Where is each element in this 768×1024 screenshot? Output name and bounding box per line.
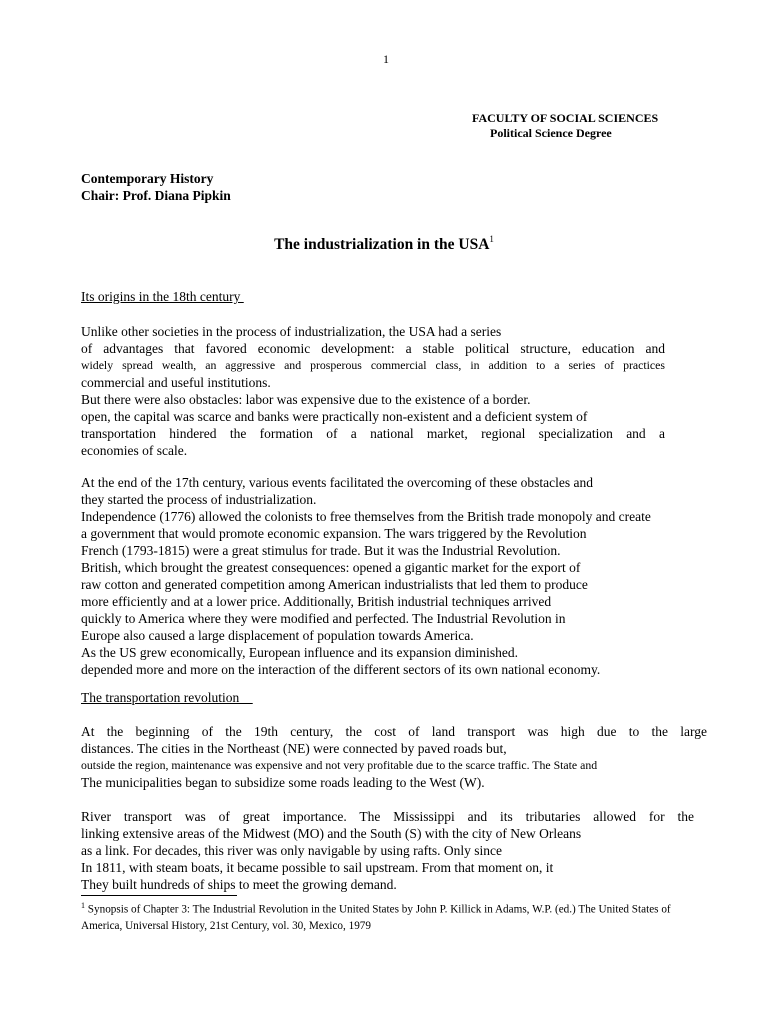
- faculty-name: FACULTY OF SOCIAL SCIENCES: [472, 111, 659, 125]
- text-line: economies of scale.: [81, 443, 188, 458]
- text-line: more efficiently and at a lower price. Additionally, British industrial techniques arrived: [81, 594, 552, 609]
- section-heading-transportation: The transportation revolution: [81, 690, 253, 705]
- footnote-divider: [81, 895, 237, 896]
- text-line: depended more and more on the interaction of the different sectors of its own national economy.: [81, 662, 601, 677]
- document-title-text: The industrialization in the USA: [274, 236, 490, 253]
- text-line: In 1811, with steam boats, it became possible to sail upstream. From that moment on, it: [81, 860, 554, 875]
- paragraph-land-transport: [81, 723, 707, 791]
- text-line: as a link. For decades, this river was only navigable by using rafts. Only since: [81, 843, 503, 858]
- text-line: distances. The cities in the Northeast (NE) were connected by paved roads but,: [81, 741, 507, 756]
- text-line: quickly to America where they were modified and perfected. The Industrial Revolution in: [81, 611, 566, 626]
- document-title: [0, 236, 768, 254]
- text-line: raw cotton and generated competition among American industrialists that led them to produce: [81, 577, 588, 592]
- text-line: River transport was of great importance. The Mississippi and its tributaries allowed for the: [81, 809, 694, 824]
- degree-name: Political Science Degree: [490, 126, 612, 140]
- page-number: 1: [383, 52, 389, 66]
- text-line: of advantages that favored economic development: a stable political structure, education and: [81, 341, 665, 356]
- footnote: [81, 898, 681, 934]
- course-name: Contemporary History: [81, 171, 214, 186]
- text-line: outside the region, maintenance was expensive and not very profitable due to the scarce traffic. The State and: [81, 758, 598, 772]
- title-footnote-mark[interactable]: 1: [489, 234, 494, 244]
- text-line: British, which brought the greatest consequences: opened a gigantic market for the export of: [81, 560, 581, 575]
- text-line: Europe also caused a large displacement of population towards America.: [81, 628, 474, 643]
- text-line: They built hundreds of ships to meet the growing demand.: [81, 877, 397, 892]
- text-line: transportation hindered the formation of a national market, regional specialization and a: [81, 426, 665, 441]
- paragraph-industrialization-start: [81, 474, 711, 678]
- text-line: widely spread wealth, an aggressive and prosperous commercial class, in addition to a series of practices: [81, 358, 665, 372]
- course-chair: Chair: Prof. Diana Pipkin: [81, 188, 231, 203]
- text-line: At the beginning of the 19th century, the cost of land transport was high due to the large: [81, 724, 707, 739]
- faculty-header: [472, 111, 658, 141]
- text-line: French (1793-1815) were a great stimulus for trade. But it was the Industrial Revolution.: [81, 543, 561, 558]
- text-line: linking extensive areas of the Midwest (MO) and the South (S) with the city of New Orleans: [81, 826, 582, 841]
- text-line: Independence (1776) allowed the colonists to free themselves from the British trade monopoly and create: [81, 509, 651, 524]
- text-line: open, the capital was scarce and banks were practically non-existent and a deficient system of: [81, 409, 588, 424]
- text-line: Unlike other societies in the process of industrialization, the USA had a series: [81, 324, 502, 339]
- footnote-text: Synopsis of Chapter 3: The Industrial Revolution in the United States by John P. Killick in Adams, W.P. (ed.) The United States of America, Universal History, 21st Century, vol. 30, Mexico, 1979: [81, 903, 671, 932]
- footnote-mark: 1: [81, 901, 85, 910]
- paragraph-advantages: [81, 323, 665, 459]
- text-line: At the end of the 17th century, various events facilitated the overcoming of these obstacles and: [81, 475, 593, 490]
- text-line: a government that would promote economic expansion. The wars triggered by the Revolution: [81, 526, 587, 541]
- text-line: But there were also obstacles: labor was expensive due to the existence of a border.: [81, 392, 531, 407]
- text-line: they started the process of industrialization.: [81, 492, 317, 507]
- text-line: commercial and useful institutions.: [81, 375, 271, 390]
- section-heading-origins: Its origins in the 18th century: [81, 289, 244, 304]
- paragraph-river-transport: [81, 808, 694, 893]
- text-line: The municipalities began to subsidize some roads leading to the West (W).: [81, 775, 485, 790]
- course-info: [81, 170, 231, 204]
- text-line: As the US grew economically, European influence and its expansion diminished.: [81, 645, 519, 660]
